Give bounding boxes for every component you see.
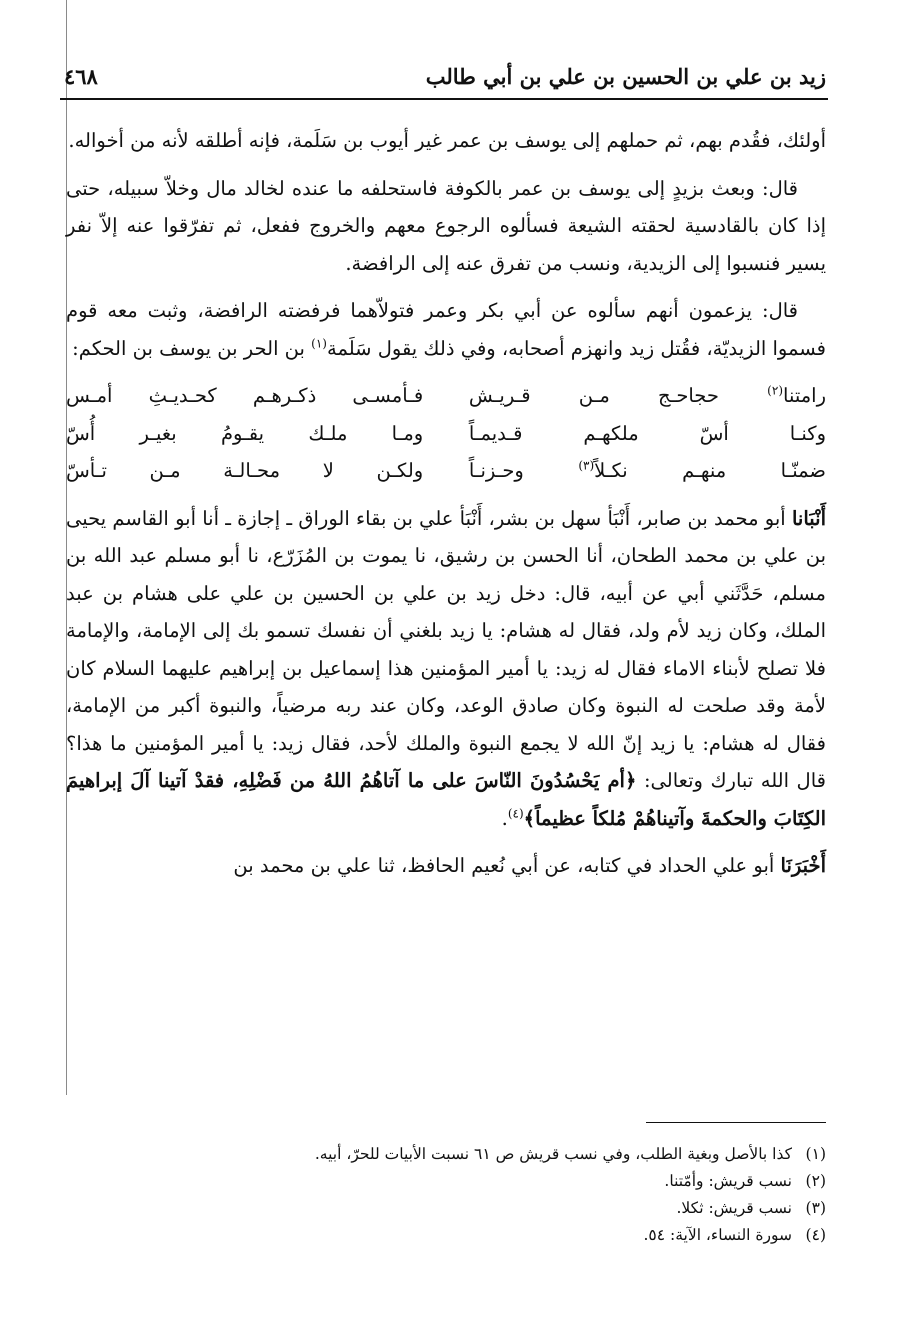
quran-verse: ﴿أم يَحْسُدُونَ النّاسَ على ما آتاهُمُ اللهُ من فَضْلِهِ، فقدْ آتينا آلَ إبراهيمَ الكِتَابَ والحكمةَ وآتيناهُمْ مُلكاً عظيماً﴾ [66,769,826,830]
poem-hemistich-first [469,377,826,415]
isnad-lead-word: أَخْبَرَنَا [780,854,826,877]
footnote-text: سورة النساء، الآية: ٥٤. [643,1226,792,1244]
page-number: ٤٦٨ [64,64,98,89]
poem-hemistich-second: فـأمسـى ذكـرهـم كحـديـثِ أمـس [66,384,424,407]
footnote-number: (١) [805,1145,826,1163]
running-header [64,64,826,96]
footnote-text: نسب قريش: وأمّتنا. [664,1172,792,1190]
poem-hemistich-first: وكنـا أسّ ملكهـم قـديمـاً [468,421,826,445]
poem-line [66,377,826,415]
poem-words: ضمنّـا منهـم نكـلاً [594,459,826,482]
footnote-separator [646,1122,826,1123]
footnote-text: نسب قريش: ثكلا. [676,1199,792,1217]
paragraph-4-end: . [501,806,508,830]
footnote-ref-1: (١) [311,336,327,350]
footnote [66,1195,826,1222]
poem-hemistich-first [469,452,826,490]
main-text [66,122,826,895]
poem-hemistich-second: ولكـن لا محـالـة مـن تـأسّ [66,459,424,482]
footnote-number: (٢) [805,1172,826,1190]
poem-word: وحـزنـاً [468,459,579,482]
footnote-text: كذا بالأصل وبغية الطلب، وفي نسب قريش ص ٦١ نسبت الأبيات للحرّ، أبيه. [314,1145,792,1163]
footnote-ref-3: (٣) [578,458,595,473]
poem-line [66,452,826,490]
paragraph-3 [66,292,826,367]
poem-word: رامتنا [783,384,826,407]
footnote [66,1222,826,1249]
paragraph-4-text: أبو محمد بن صابر، أَنْبَأ سهل بن بشر، أَنْبَأ علي بن بقاء الوراق ـ إجازة ـ أنا أبو القاسم يحيى بن علي بن محمد الطحان، أنا الحسن بن رشيق، نا يموت بن المُزَرّع، نا أبو مسلم عبد الله بن مسلم، حَدَّثَني أبي عن أبيه، قال: دخل زيد بن علي بن الحسين بن علي على هشام بن عبد الملك، وكان زيد لأم ولد، فقال له هشام: يا زيد بلغني أن نفسك تسمو بك إلى الإمامة، والإمامة فلا تصلح لأبناء الاماء فقال له زيد: يا أمير المؤمنين هذا إسماعيل بن إبراهيم عليهما السلام كان لأمة وقد صلحت له النبوة وكان صادق الوعد، وكان عند ربه مرضياً، والنبوة أكبر من الإمامة، فقال له هشام: يا زيد إنّ الله لا يجمع النبوة والملك لأحد، فقال زيد: يا أمير المؤمنين ما هذا؟ قال الله تبارك وتعالى: [66,506,827,792]
paragraph-4 [66,500,826,838]
poem [66,377,826,490]
paragraph-1: أولئك، فقُدم بهم، ثم حملهم إلى يوسف بن عمر غير أيوب بن سَلَمة، فإنه أطلقه لأنه من أخواله. [68,129,826,152]
isnad-lead-word: أَنْبَانا [791,506,826,530]
footnote-ref-4: (٤) [507,806,524,820]
footnotes [66,1141,826,1249]
footnote [66,1168,826,1195]
header-rule [60,98,828,100]
poem-hemistich-second: ومـا ملـك يقـومُ بغيـر أُسّ [66,421,424,445]
poem-line [66,415,826,453]
footnote-number: (٤) [805,1226,826,1244]
footnote-ref-2: (٢) [767,383,783,398]
paragraph-5 [66,847,826,885]
paragraph-3-text: قال: يزعمون أنهم سألوه عن أبي بكر وعمر فتولاّهما فرفضته الرافضة، وثبت معه قوم فسموا الزيديّة، فقُتل زيد وانهزم أصحابه، وفي ذلك يقول سَلَمة [66,299,826,360]
paragraph-5-text: أبو علي الحداد في كتابه، عن أبي نُعيم الحافظ، ثنا علي بن محمد بن [233,854,781,877]
running-title: زيد بن علي بن الحسين بن علي بن أبي طالب [425,64,826,89]
poem-words: حجاحـج مـن قـريـش [468,384,768,407]
footnote [66,1141,826,1168]
footnote-number: (٣) [805,1199,826,1217]
paragraph-2: قال: وبعث بزيدٍ إلى يوسف بن عمر بالكوفة فاستحلفه ما عنده لخالد مال وخلاّ سبيله، حتى إذا كان بالقادسية لحقته الشيعة فسألوه الرجوع معهم والخروج ففعل، ثم تفرّقوا عنه إلاّ نفر يسير فنسبوا إلى الزيدية، ونسب من تفرق عنه إلى الرافضة. [66,176,826,275]
paragraph-3-text-end: بن الحر بن يوسف بن الحكم: [72,336,312,360]
